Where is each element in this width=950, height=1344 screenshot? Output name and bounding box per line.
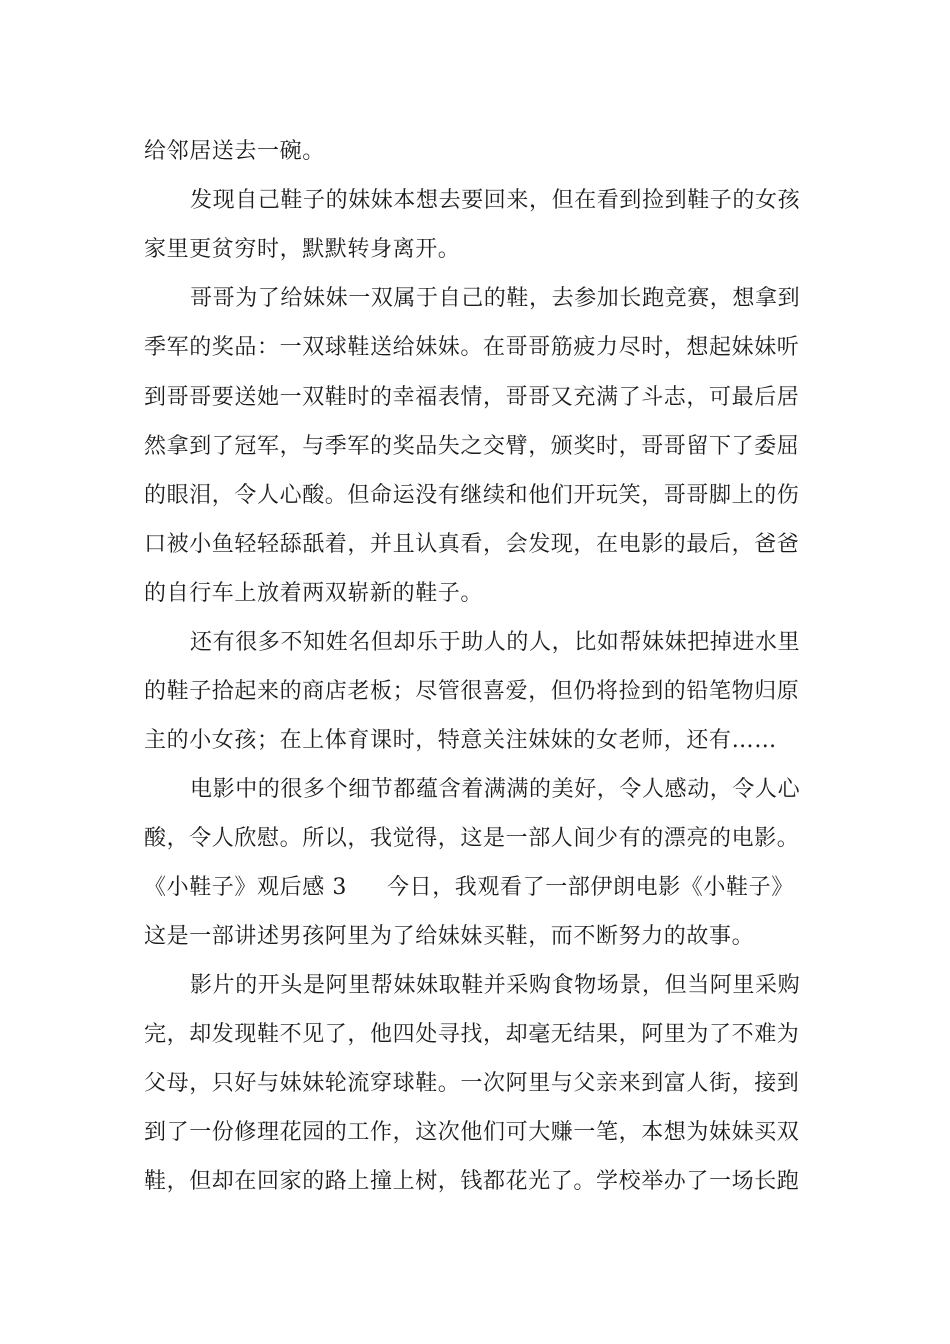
section-opening-text: 今日，我观看了一部伊朗电影《小鞋子》 <box>387 875 794 900</box>
paragraph-start-line: 发现自己鞋子的妹妹本想去要回来，但在看到捡到鞋子的女孩 <box>190 188 801 213</box>
text-line: 这是一部讲述男孩阿里为了给妹妹买鞋，而不断努力的故事。 <box>144 924 755 949</box>
text-line: 到哥哥要送她一双鞋时的幸福表情，哥哥又充满了斗志，可最后居 <box>144 385 800 410</box>
text-line: 到了一份修理花园的工作，这次他们可大赚一笔，本想为妹妹买双 <box>144 1120 800 1145</box>
text-line: 的自行车上放着两双崭新的鞋子。 <box>144 581 484 606</box>
text-line: 完，却发现鞋不见了，他四处寻找，却毫无结果，阿里为了不难为 <box>144 1022 800 1047</box>
section-title: 《小鞋子》观后感 3 <box>144 875 347 900</box>
paragraph-start-line: 哥哥为了给妹妹一双属于自己的鞋，去参加长跑竞赛，想拿到 <box>190 286 801 311</box>
paragraph-start-line: 影片的开头是阿里帮妹妹取鞋并采购食物场景，但当阿里采购 <box>190 973 801 998</box>
text-line: 口被小鱼轻轻舔舐着，并且认真看，会发现，在电影的最后，爸爸 <box>144 532 800 557</box>
text-line: 家里更贫穷时，默默转身离开。 <box>144 237 461 262</box>
text-line: 鞋，但却在回家的路上撞上树，钱都花光了。学校举办了一场长跑 <box>144 1169 800 1194</box>
text-line: 主的小女孩；在上体育课时，特意关注妹妹的女老师，还有…… <box>144 728 777 753</box>
text-line: 父母，只好与妹妹轮流穿球鞋。一次阿里与父亲来到富人街，接到 <box>144 1071 800 1096</box>
text-line: 酸，令人欣慰。所以，我觉得，这是一部人间少有的漂亮的电影。 <box>144 826 800 851</box>
text-line: 的鞋子拾起来的商店老板；尽管很喜爱，但仍将捡到的铅笔物归原 <box>144 679 800 704</box>
paragraph-start-line: 电影中的很多个细节都蕴含着满满的美好，令人感动，令人心 <box>190 777 801 802</box>
paragraph-start-line: 还有很多不知姓名但却乐于助人的人，比如帮妹妹把掉进水里 <box>190 630 801 655</box>
heading-line <box>144 873 816 903</box>
text-line: 给邻居送去一碗。 <box>144 139 325 164</box>
text-line: 然拿到了冠军，与季军的奖品失之交臂，颁奖时，哥哥留下了委屈 <box>144 434 800 459</box>
text-line: 季军的奖品：一双球鞋送给妹妹。在哥哥筋疲力尽时，想起妹妹听 <box>144 335 800 360</box>
text-line: 的眼泪，令人心酸。但命运没有继续和他们开玩笑，哥哥脚上的伤 <box>144 483 800 508</box>
